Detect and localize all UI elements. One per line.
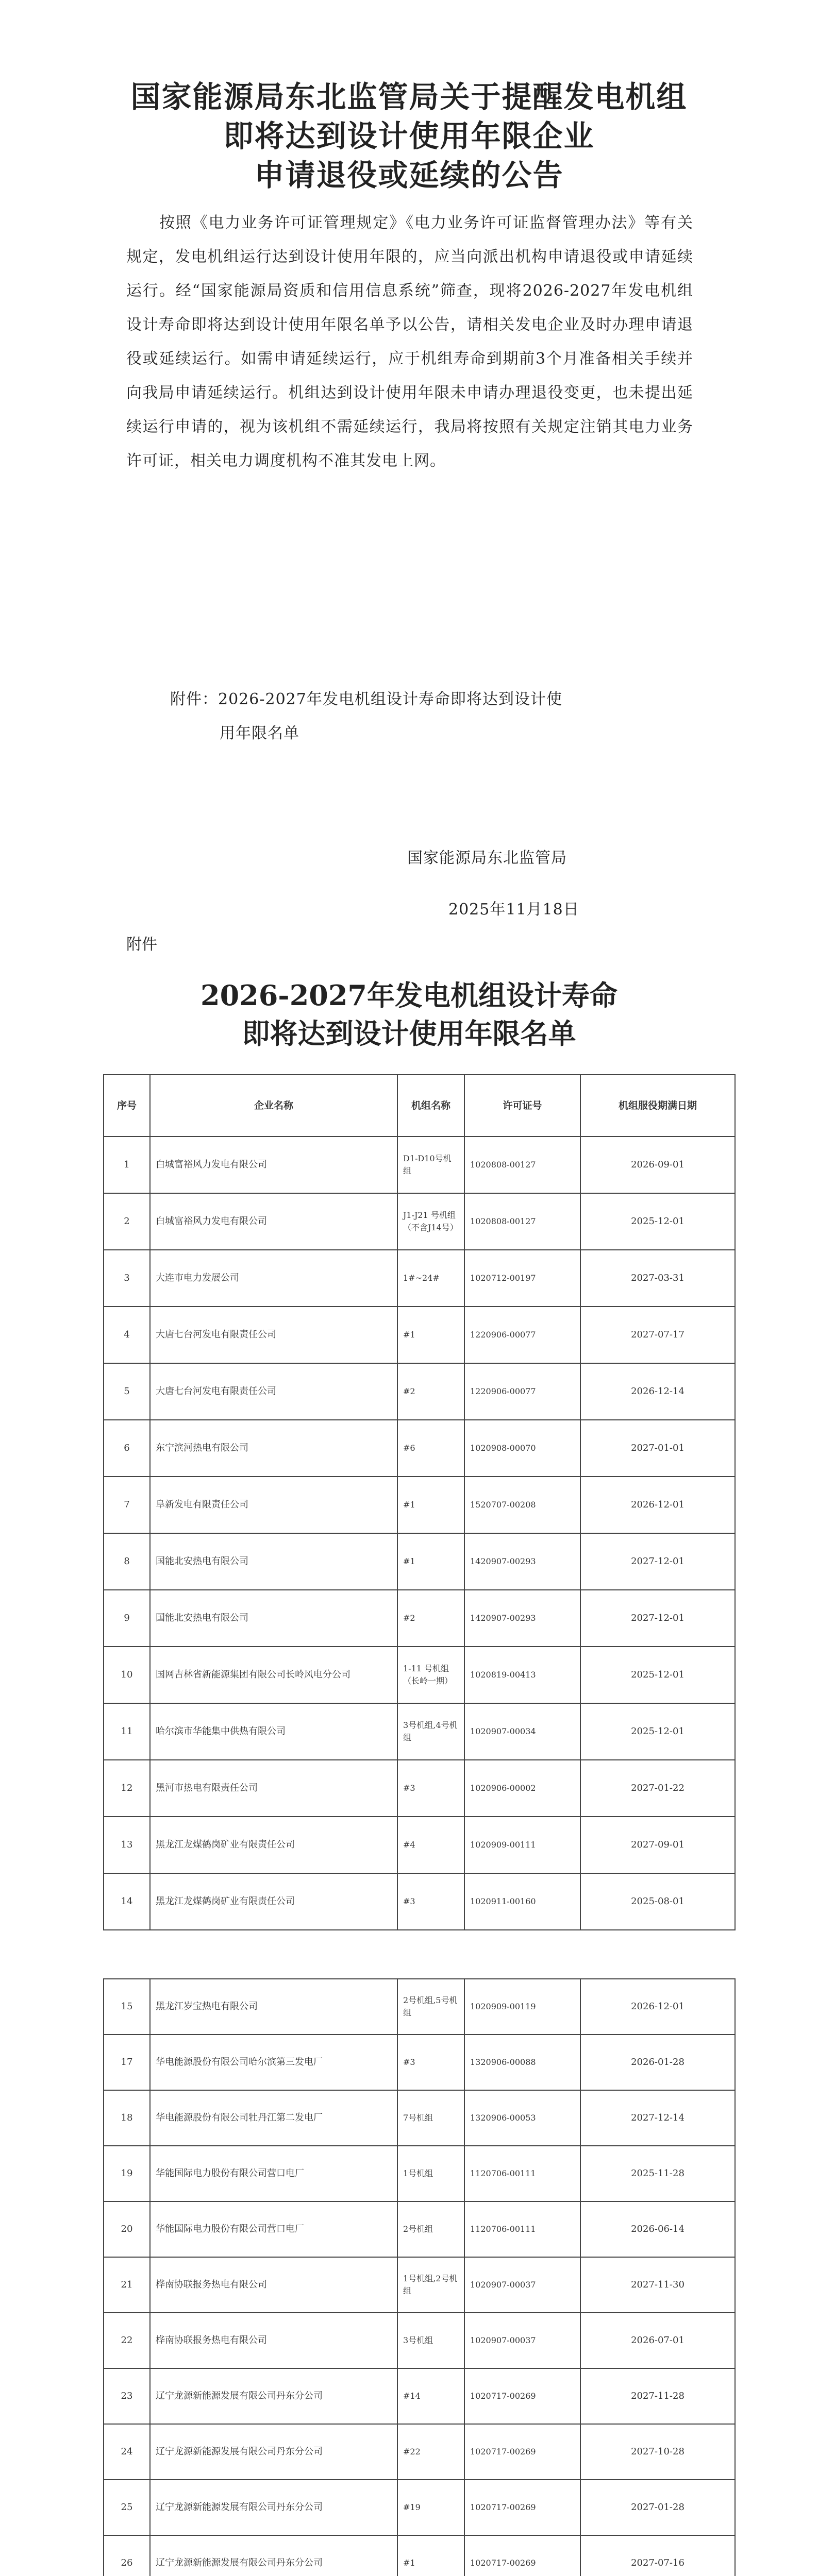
table-row (104, 2257, 735, 2313)
row-unit: #19 (397, 2480, 464, 2535)
row-license: 1220906-00077 (464, 1307, 580, 1363)
row-company: 华电能源股份有限公司哈尔滨第三发电厂 (150, 2035, 397, 2090)
row-license: 1020908-00070 (464, 1420, 580, 1477)
row-license: 1020717-00269 (464, 2480, 580, 2535)
table-row (104, 1703, 735, 1760)
table-row (104, 2368, 735, 2424)
row-company: 大唐七台河发电有限责任公司 (150, 1363, 397, 1420)
unit-list-table-part-1 (103, 1074, 736, 1930)
table-row (104, 2035, 735, 2090)
row-date: 2027-10-28 (580, 2424, 735, 2480)
header-license: 许可证号 (464, 1075, 580, 1137)
row-number: 4 (104, 1307, 150, 1363)
row-date: 2027-01-28 (580, 2480, 735, 2535)
row-date: 2025-08-01 (580, 1873, 735, 1930)
table-row (104, 2424, 735, 2480)
header-date: 机组服役期满日期 (580, 1075, 735, 1137)
row-date: 2026-09-01 (580, 1137, 735, 1193)
row-number: 11 (104, 1703, 150, 1760)
list-title-line-1: 2026-2027年发电机组设计寿命 (201, 979, 617, 1012)
row-unit: 1-11 号机组（长岭一期） (397, 1647, 464, 1703)
row-date: 2027-11-30 (580, 2257, 735, 2313)
table-row (104, 1363, 735, 1420)
row-date: 2026-06-14 (580, 2201, 735, 2257)
row-number: 10 (104, 1647, 150, 1703)
row-number: 15 (104, 1979, 150, 2035)
row-company: 大连市电力发展公司 (150, 1250, 397, 1307)
row-unit: J1-J21 号机组（不含J14号） (397, 1193, 464, 1250)
header-company: 企业名称 (150, 1075, 397, 1137)
row-company: 桦南协联报务热电有限公司 (150, 2313, 397, 2368)
row-number: 9 (104, 1590, 150, 1647)
row-license: 1020819-00413 (464, 1647, 580, 1703)
row-company: 大唐七台河发电有限责任公司 (150, 1307, 397, 1363)
row-unit: 1号机组,2号机组 (397, 2257, 464, 2313)
row-company: 黑龙江岁宝热电有限公司 (150, 1979, 397, 2035)
row-number: 14 (104, 1873, 150, 1930)
row-number: 24 (104, 2424, 150, 2480)
row-unit: #3 (397, 2035, 464, 2090)
row-number: 5 (104, 1363, 150, 1420)
table-row (104, 2480, 735, 2535)
row-date: 2026-12-14 (580, 1363, 735, 1420)
header-unit: 机组名称 (397, 1075, 464, 1137)
row-unit: #2 (397, 1363, 464, 1420)
row-date: 2027-01-01 (580, 1420, 735, 1477)
row-license: 1120706-00111 (464, 2201, 580, 2257)
attachment-line-2: 用年限名单 (220, 724, 299, 742)
row-company: 国能北安热电有限公司 (150, 1533, 397, 1590)
row-unit: #2 (397, 1590, 464, 1647)
row-unit: #22 (397, 2424, 464, 2480)
row-license: 1520707-00208 (464, 1477, 580, 1533)
row-company: 东宁滨河热电有限公司 (150, 1420, 397, 1477)
row-date: 2027-12-01 (580, 1590, 735, 1647)
row-date: 2025-12-01 (580, 1193, 735, 1250)
signature-date: 2025年11月18日 (448, 901, 579, 919)
attachment-reference (170, 683, 686, 751)
row-unit: #1 (397, 2535, 464, 2576)
row-unit: 3号机组,4号机组 (397, 1703, 464, 1760)
row-license: 1420907-00293 (464, 1533, 580, 1590)
row-date: 2027-03-31 (580, 1250, 735, 1307)
table-row (104, 2090, 735, 2146)
row-number: 23 (104, 2368, 150, 2424)
table-row (104, 2201, 735, 2257)
row-unit: #6 (397, 1420, 464, 1477)
row-company: 白城富裕风力发电有限公司 (150, 1193, 397, 1250)
row-license: 1320906-00088 (464, 2035, 580, 2090)
row-company: 阜新发电有限责任公司 (150, 1477, 397, 1533)
row-license: 1120706-00111 (464, 2146, 580, 2201)
row-unit: 1号机组 (397, 2146, 464, 2201)
row-unit: #1 (397, 1307, 464, 1363)
attachment-label: 附件 (126, 936, 157, 954)
row-company: 黑河市热电有限责任公司 (150, 1760, 397, 1817)
row-date: 2026-07-01 (580, 2313, 735, 2368)
row-company: 华能国际电力股份有限公司营口电厂 (150, 2146, 397, 2201)
table-row (104, 2313, 735, 2368)
row-date: 2026-12-01 (580, 1979, 735, 2035)
table-row (104, 2146, 735, 2201)
table-row (104, 1137, 735, 1193)
row-company: 哈尔滨市华能集中供热有限公司 (150, 1703, 397, 1760)
title-line-3: 申请退役或延续的公告 (254, 158, 564, 193)
row-company: 辽宁龙源新能源发展有限公司丹东分公司 (150, 2368, 397, 2424)
row-number: 13 (104, 1817, 150, 1873)
row-unit: #3 (397, 1760, 464, 1817)
body-paragraph: 按照《电力业务许可证管理规定》《电力业务许可证监督管理办法》等有关规定，发电机组运行达到设计使用年限的，应当向派出机构申请退役或申请延续运行。经“国家能源局资质和信用信息系统”筛查，现将2026-2027年发电机组设计寿命即将达到设计使用年限名单予以公告，请相关发电企业及时办理申请退役或延续运行。如需申请延续运行，应于机组寿命到期前3个月准备相关手续并向我局申请延续运行。机组达到设计使用年限未申请办理退役变更，也未提出延续运行申请的，视为该机组不需延续运行，我局将按照有关规定注销其电力业务许可证，相关电力调度机构不准其发电上网。 (126, 214, 693, 470)
row-company: 国能北安热电有限公司 (150, 1590, 397, 1647)
table-row (104, 1477, 735, 1533)
row-license: 1020907-00037 (464, 2313, 580, 2368)
row-license: 1220906-00077 (464, 1363, 580, 1420)
table-body-part-2 (104, 1979, 735, 2576)
row-company: 辽宁龙源新能源发展有限公司丹东分公司 (150, 2480, 397, 2535)
row-number: 8 (104, 1533, 150, 1590)
row-unit: 1#~24# (397, 1250, 464, 1307)
table-row (104, 1760, 735, 1817)
row-number: 19 (104, 2146, 150, 2201)
row-company: 桦南协联报务热电有限公司 (150, 2257, 397, 2313)
row-date: 2027-12-01 (580, 1533, 735, 1590)
table-row (104, 1250, 735, 1307)
row-unit: #1 (397, 1533, 464, 1590)
title-line-1: 国家能源局东北监管局关于提醒发电机组 (130, 79, 688, 114)
row-date: 2027-07-17 (580, 1307, 735, 1363)
row-number: 2 (104, 1193, 150, 1250)
row-company: 黑龙江龙煤鹤岗矿业有限责任公司 (150, 1817, 397, 1873)
row-company: 黑龙江龙煤鹤岗矿业有限责任公司 (150, 1873, 397, 1930)
row-license: 1020909-00111 (464, 1817, 580, 1873)
list-title (0, 976, 818, 1053)
table-row (104, 1647, 735, 1703)
row-license: 1320906-00053 (464, 2090, 580, 2146)
table-body-part-1 (104, 1137, 735, 1930)
table-row (104, 1307, 735, 1363)
row-date: 2027-09-01 (580, 1817, 735, 1873)
row-license: 1020717-00269 (464, 2535, 580, 2576)
row-license: 1020717-00269 (464, 2368, 580, 2424)
table-row (104, 1193, 735, 1250)
row-unit: 2号机组,5号机组 (397, 1979, 464, 2035)
row-number: 26 (104, 2535, 150, 2576)
row-license: 1020907-00034 (464, 1703, 580, 1760)
list-title-line-2: 即将达到设计使用年限名单 (242, 1017, 576, 1050)
row-unit: 2号机组 (397, 2201, 464, 2257)
unit-list-table-part-2 (103, 1978, 736, 2576)
row-license: 1020712-00197 (464, 1250, 580, 1307)
table-row (104, 2535, 735, 2576)
row-date: 2027-01-22 (580, 1760, 735, 1817)
row-license: 1020808-00127 (464, 1193, 580, 1250)
row-date: 2025-12-01 (580, 1647, 735, 1703)
row-date: 2026-01-28 (580, 2035, 735, 2090)
table-row (104, 1873, 735, 1930)
row-number: 12 (104, 1760, 150, 1817)
row-license: 1420907-00293 (464, 1590, 580, 1647)
row-license: 1020909-00119 (464, 1979, 580, 2035)
title-line-2: 即将达到设计使用年限企业 (223, 118, 595, 154)
row-number: 22 (104, 2313, 150, 2368)
table-row (104, 1979, 735, 2035)
row-date: 2027-12-14 (580, 2090, 735, 2146)
table-header-row (104, 1075, 735, 1137)
row-company: 华电能源股份有限公司牡丹江第二发电厂 (150, 2090, 397, 2146)
row-company: 白城富裕风力发电有限公司 (150, 1137, 397, 1193)
row-number: 20 (104, 2201, 150, 2257)
row-license: 1020911-00160 (464, 1873, 580, 1930)
row-number: 17 (104, 2035, 150, 2090)
row-license: 1020717-00269 (464, 2424, 580, 2480)
row-number: 7 (104, 1477, 150, 1533)
row-number: 21 (104, 2257, 150, 2313)
row-date: 2026-12-01 (580, 1477, 735, 1533)
row-number: 6 (104, 1420, 150, 1477)
notice-title (0, 77, 818, 195)
row-number: 25 (104, 2480, 150, 2535)
row-company: 辽宁龙源新能源发展有限公司丹东分公司 (150, 2424, 397, 2480)
row-unit: #1 (397, 1477, 464, 1533)
row-date: 2025-12-01 (580, 1703, 735, 1760)
row-company: 辽宁龙源新能源发展有限公司丹东分公司 (150, 2535, 397, 2576)
header-no: 序号 (104, 1075, 150, 1137)
row-unit: #3 (397, 1873, 464, 1930)
table-row (104, 1420, 735, 1477)
row-license: 1020808-00127 (464, 1137, 580, 1193)
row-unit: #14 (397, 2368, 464, 2424)
row-unit: 7号机组 (397, 2090, 464, 2146)
table-row (104, 1590, 735, 1647)
table-row (104, 1533, 735, 1590)
row-unit: 3号机组 (397, 2313, 464, 2368)
row-license: 1020906-00002 (464, 1760, 580, 1817)
row-company: 国网吉林省新能源集团有限公司长岭风电分公司 (150, 1647, 397, 1703)
row-license: 1020907-00037 (464, 2257, 580, 2313)
table-row (104, 1817, 735, 1873)
row-number: 3 (104, 1250, 150, 1307)
notice-body (126, 206, 693, 478)
signature-organization: 国家能源局东北监管局 (407, 849, 567, 867)
attachment-line-1: 附件：2026-2027年发电机组设计寿命即将达到设计使 (170, 690, 562, 708)
row-date: 2027-07-16 (580, 2535, 735, 2576)
row-date: 2025-11-28 (580, 2146, 735, 2201)
row-date: 2027-11-28 (580, 2368, 735, 2424)
row-number: 1 (104, 1137, 150, 1193)
row-unit: D1-D10号机组 (397, 1137, 464, 1193)
row-company: 华能国际电力股份有限公司营口电厂 (150, 2201, 397, 2257)
row-unit: #4 (397, 1817, 464, 1873)
row-number: 18 (104, 2090, 150, 2146)
